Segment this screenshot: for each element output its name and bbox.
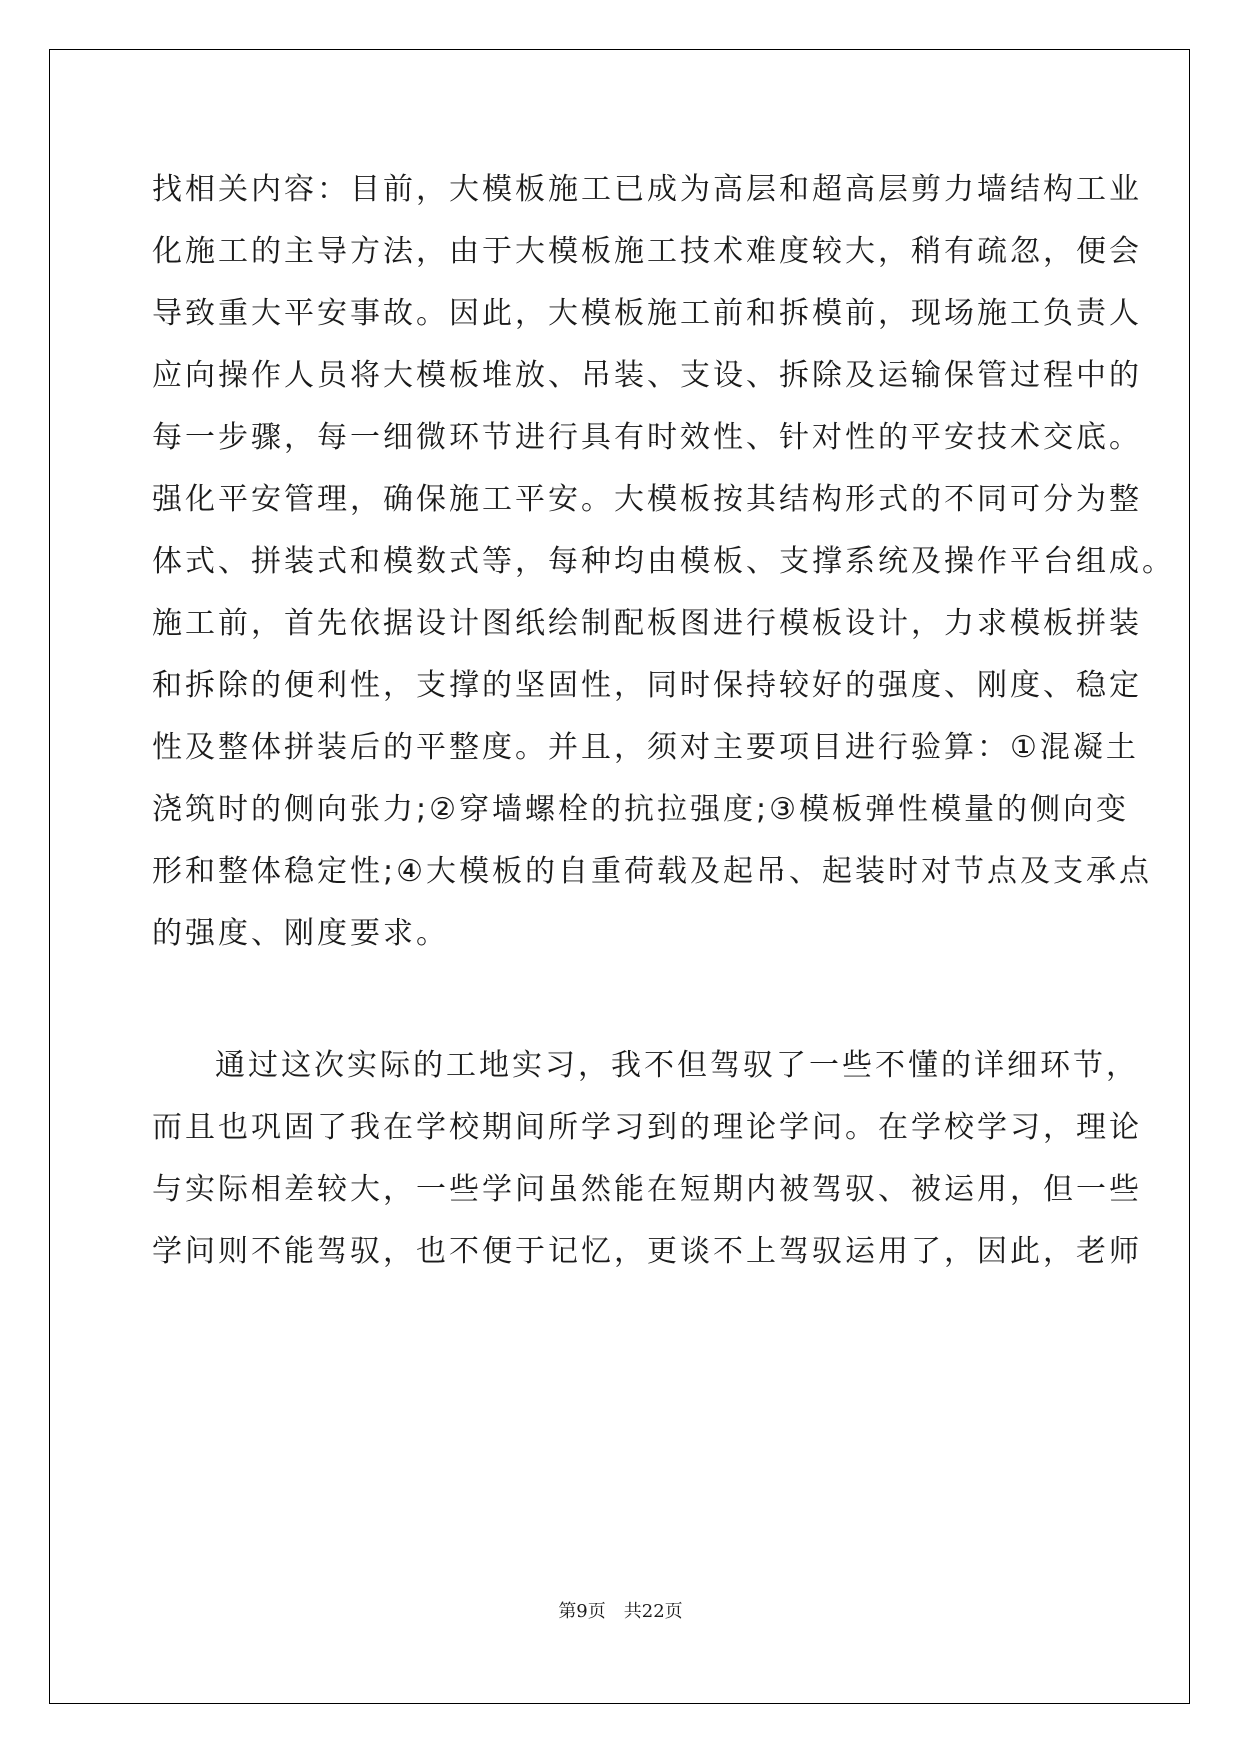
page-total: 共22页 — [623, 1601, 683, 1622]
page-number: 第9页 — [558, 1601, 606, 1622]
text-line: 化施工的主导方法，由于大模板施工技术难度较大，稍有疏忽，便会 — [152, 234, 1142, 269]
text-line: 性及整体拼装后的平整度。并且，须对主要项目进行验算：①混凝土 — [152, 730, 1139, 765]
text-line: 施工前，首先依据设计图纸绘制配板图进行模板设计，力求模板拼装 — [152, 606, 1142, 641]
text-line: 和拆除的便利性，支撑的坚固性，同时保持较好的强度、刚度、稳定 — [152, 668, 1142, 703]
text-line: 而且也巩固了我在学校期间所学习到的理论学问。在学校学习，理论 — [152, 1110, 1142, 1145]
text-line: 每一步骤，每一细微环节进行具有时效性、针对性的平安技术交底。 — [152, 420, 1142, 455]
text-line: 的强度、刚度要求。 — [152, 916, 449, 951]
text-line: 形和整体稳定性;④大模板的自重荷载及起吊、起装时对节点及支承点 — [152, 854, 1153, 889]
text-line: 浇筑时的侧向张力;②穿墙螺栓的抗拉强度;③模板弹性模量的侧向变 — [152, 792, 1130, 827]
text-line: 与实际相差较大，一些学问虽然能在短期内被驾驭、被运用，但一些 — [152, 1172, 1142, 1207]
text-line: 体式、拼装式和模数式等，每种均由模板、支撑系统及操作平台组成。 — [152, 544, 1175, 579]
text-line: 学问则不能驾驭，也不便于记忆，更谈不上驾驭运用了，因此，老师 — [152, 1234, 1142, 1269]
text-line: 找相关内容：目前，大模板施工已成为高层和超高层剪力墙结构工业 — [152, 172, 1142, 207]
paragraph-first-line: 通过这次实际的工地实习，我不但驾驭了一些不懂的详细环节， — [215, 1048, 1139, 1083]
text-line: 导致重大平安事故。因此，大模板施工前和拆模前，现场施工负责人 — [152, 296, 1142, 331]
text-line: 应向操作人员将大模板堆放、吊装、支设、拆除及运输保管过程中的 — [152, 358, 1142, 393]
text-line: 强化平安管理，确保施工平安。大模板按其结构形式的不同可分为整 — [152, 482, 1142, 517]
page-footer — [0, 1600, 1241, 1624]
